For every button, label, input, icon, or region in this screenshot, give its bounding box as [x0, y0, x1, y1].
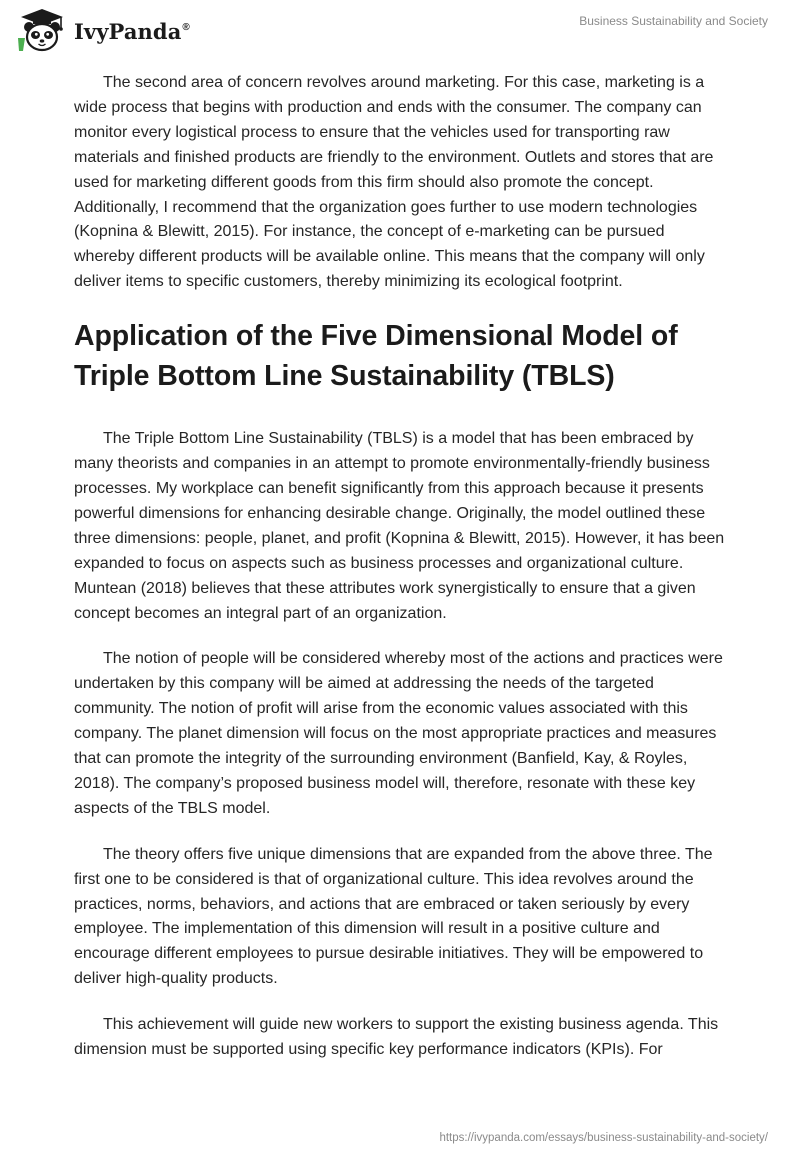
ivypanda-logo[interactable] — [14, 8, 190, 52]
source-url-link[interactable]: https://ivypanda.com/essays/business-sustainability-and-society/ — [439, 1132, 768, 1144]
page-header — [0, 0, 800, 60]
paragraph-people-profit-planet: The notion of people will be considered whereby most of the actions and practices were undertaken by this company will be aimed at addressing the needs of the targeted community. The notion of profit will arise from the economic values associated with this company. The planet dimension will focus on the most appropriate practices and measures that can promote the integrity of the surrounding environment (Banfield, Kay, & Royles, 2018). The company’s proposed business model will, therefore, resonate with these key aspects of the TBLS model. — [74, 650, 723, 817]
paragraph-five-dimensions: The theory offers five unique dimensions that are expanded from the above three. The first one to be considered is that of organizational culture. This idea revolves around the practices, norms, behaviors, and actions that are embraced or taken seriously by every employee. The implementation of this dimension will result in a positive culture and encourage different employees to pursue desirable initiatives. They will be empowered to deliver high-quality products. — [74, 845, 713, 988]
panda-graduate-icon — [14, 8, 70, 52]
paragraph-tbls-intro: The Triple Bottom Line Sustainability (TBLS) is a model that has been embraced by many theorists and companies in an attempt to promote environmentally-friendly business processes. My workplace can benefit significantly from this approach because it presents powerful dimensions for enhancing desirable change. Originally, the model outlined these three dimensions: people, planet, and profit (Kopnina & Blewitt, 2015). However, it has been expanded to focus on aspects such as business processes and organizational culture. Muntean (2018) believes that these attributes work synergistically to ensure that a given concept becomes an integral part of an organization. — [74, 430, 725, 622]
section-heading: Application of the Five Dimensional Model of Triple Bottom Line Sustainability (TBLS) — [74, 320, 678, 393]
essay-body — [74, 71, 726, 1084]
document-title: Business Sustainability and Society — [579, 14, 768, 28]
logo-wordmark: IvyPanda® — [74, 18, 190, 44]
registered-mark: ® — [182, 21, 190, 33]
paragraph-marketing: The second area of concern revolves around marketing. For this case, marketing is a wide process that begins with production and ends with the consumer. The company can monitor every logistical process to ensure that the vehicles used for transporting raw materials and finished products are friendly to the environment. Outlets and stores that are used for marketing different goods from this firm should also promote the concept. Additionally, I recommend that the organization goes further to use modern technologies (Kopnina & Blewitt, 2015). For instance, the concept of e-marketing can be pursued whereby different products will be available online. This means that the company will only deliver items to specific customers, thereby minimizing its ecological footprint. — [74, 74, 714, 291]
paragraph-kpis: This achievement will guide new workers to support the existing business agenda. This dimension must be supported using specific key performance indicators (KPIs). For — [74, 1016, 719, 1059]
